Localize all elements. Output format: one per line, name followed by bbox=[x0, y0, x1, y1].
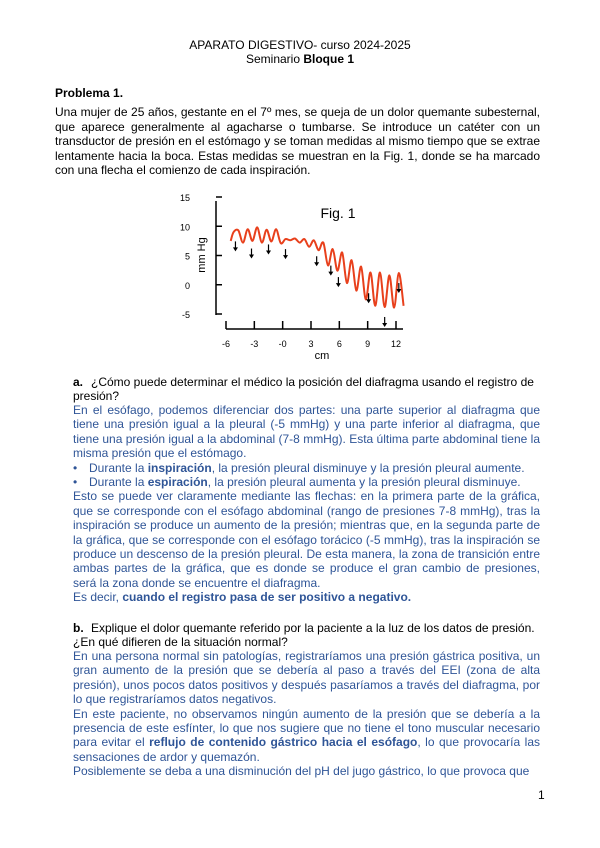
inspiration-arrow bbox=[233, 241, 238, 251]
x-axis-label: cm bbox=[314, 350, 330, 362]
bullet-2-bold: espiración bbox=[147, 475, 208, 490]
question-a bbox=[73, 375, 540, 403]
bullet-2-post: , la presión pleural aumenta y la presión pleural disminuye. bbox=[207, 475, 521, 490]
answer-b-p2-bold: reflujo de contenido gástrico hacia el esófago bbox=[149, 735, 418, 750]
question-a-label: a. bbox=[73, 375, 84, 389]
bullet-dot: • bbox=[73, 460, 78, 475]
x-tick-label: 3 bbox=[308, 339, 314, 349]
y-tick-label: 5 bbox=[184, 251, 190, 262]
question-b-text: Explique el dolor quemante referido por la paciente a la luz de los datos de presión. ¿En qué difieren de la situación normal? bbox=[73, 621, 535, 649]
x-tick-label: -3 bbox=[250, 339, 259, 349]
answer-b-p1: En una persona normal sin patologías, registraríamos una presión gástrica positiva, un gran aumento de la presión que se debería al paso a través del EEI (zona de alta presión), unos pocos datos positivos y después pasaríamos a través del diafragma, por lo que registraríamos datos negativos. bbox=[73, 649, 540, 707]
question-b bbox=[73, 621, 540, 649]
answer-a-p3 bbox=[73, 590, 540, 604]
answer-a-p3-bold: cuando el registro pasa de ser positivo a negativo. bbox=[122, 590, 412, 605]
answer-a-bullet-2 bbox=[73, 475, 540, 489]
inspiration-arrow bbox=[283, 249, 288, 259]
answer-a bbox=[73, 403, 540, 605]
chart-title: Fig. 1 bbox=[320, 205, 356, 221]
inspiration-arrow bbox=[336, 277, 341, 287]
x-tick-label: -0 bbox=[278, 339, 287, 349]
y-tick-label: -5 bbox=[181, 310, 190, 320]
bullet-1-post: , la presión pleural disminuye y la presión pleural aumente. bbox=[211, 460, 525, 475]
answer-a-p1: En el esófago, podemos diferenciar dos partes: una parte superior al diafragma que tiene una presión igual a la pleural (-5 mmHg) y una parte inferior al diafragma, que tiene una presión igual a la abdominal (7-8 mmHg). Esta última parte abdominal tiene la misma presión que el estómago. bbox=[73, 403, 540, 461]
answer-b-p3: Posiblemente se deba a una disminución del pH del jugo gástrico, lo que provoca que bbox=[73, 764, 530, 779]
bullet-2-pre: Durante la bbox=[89, 475, 148, 490]
seminar-prefix: Seminario bbox=[245, 52, 304, 66]
inspiration-arrow bbox=[328, 266, 333, 276]
bullet-1-bold: inspiración bbox=[147, 460, 212, 475]
question-a-text: ¿Cómo puede determinar el médico la posición del diafragma usando el registro de presión? bbox=[73, 375, 534, 403]
x-tick-label: 12 bbox=[390, 339, 402, 349]
answer-b-p2-post: , lo que provocaría las sensaciones de ardor y quemazón. bbox=[73, 735, 540, 764]
answer-a-p2: Esto se puede ver claramente mediante las flechas: en la primera parte de la gráfica, que se corresponde con el esófago abdominal (rango de presiones 7-8 mmHg), tras la inspiración se produce un aumento de la presión; mientras que, en la segunda parte de la gráfica, que se corresponde con el esófago torácico (-5 mmHg), tras la inspiración se produce un descenso de la presión pleural. De esta manera, la zona de transición entre ambas partes de la gráfica, que es donde se produce el gran cambio de presiones, será la zona donde se encuentre el diafragma. bbox=[73, 489, 540, 590]
inspiration-arrow bbox=[382, 317, 387, 327]
y-tick-label: 15 bbox=[179, 193, 190, 203]
pressure-chart bbox=[0, 180, 600, 370]
pressure-series-line bbox=[231, 227, 404, 307]
y-tick-label: 0 bbox=[184, 280, 190, 291]
page-number: 1 bbox=[538, 788, 545, 802]
problem-intro: Una mujer de 25 años, gestante en el 7º mes, se queja de un dolor quemante subesternal, que aparece generalmente al agacharse o tumbarse. Se introduce un catéter con un transductor de presión en el estómago y se toman medidas al mismo tiempo que se extrae lentamente hacia la boca. Estas medidas se muestran en la Fig. 1, donde se ha marcado con una flecha el comienzo de cada inspiración. bbox=[55, 105, 540, 178]
course-header: APARATO DIGESTIVO- curso 2024-2025 bbox=[189, 38, 411, 52]
inspiration-arrow bbox=[266, 244, 271, 254]
x-tick-label: -6 bbox=[221, 339, 231, 349]
answer-a-p3-pre: Es decir, bbox=[73, 590, 123, 605]
answer-b-p2 bbox=[73, 707, 540, 765]
y-axis-label: mm Hg bbox=[196, 237, 208, 273]
inspiration-arrow bbox=[249, 249, 254, 259]
question-b-label: b. bbox=[73, 621, 84, 635]
seminar-block: Bloque 1 bbox=[303, 52, 355, 66]
bullet-1-pre: Durante la bbox=[89, 460, 148, 475]
inspiration-arrow bbox=[314, 256, 319, 266]
x-tick-label: 9 bbox=[365, 339, 371, 349]
bullet-dot: • bbox=[73, 475, 78, 490]
problem-title: Problema 1. bbox=[55, 86, 124, 100]
answer-b bbox=[73, 649, 540, 779]
x-tick-label: 6 bbox=[336, 339, 342, 349]
answer-b-p2-pre: En este paciente, no observamos ningún aumento de la presión que se debería a la presencia de este esfínter, lo que nos sugiere que no tiene el tono muscular necesario para evitar el bbox=[73, 706, 540, 750]
answer-a-bullet-1 bbox=[73, 461, 540, 475]
y-tick-label: 10 bbox=[179, 222, 190, 233]
seminar-header bbox=[0, 52, 600, 66]
